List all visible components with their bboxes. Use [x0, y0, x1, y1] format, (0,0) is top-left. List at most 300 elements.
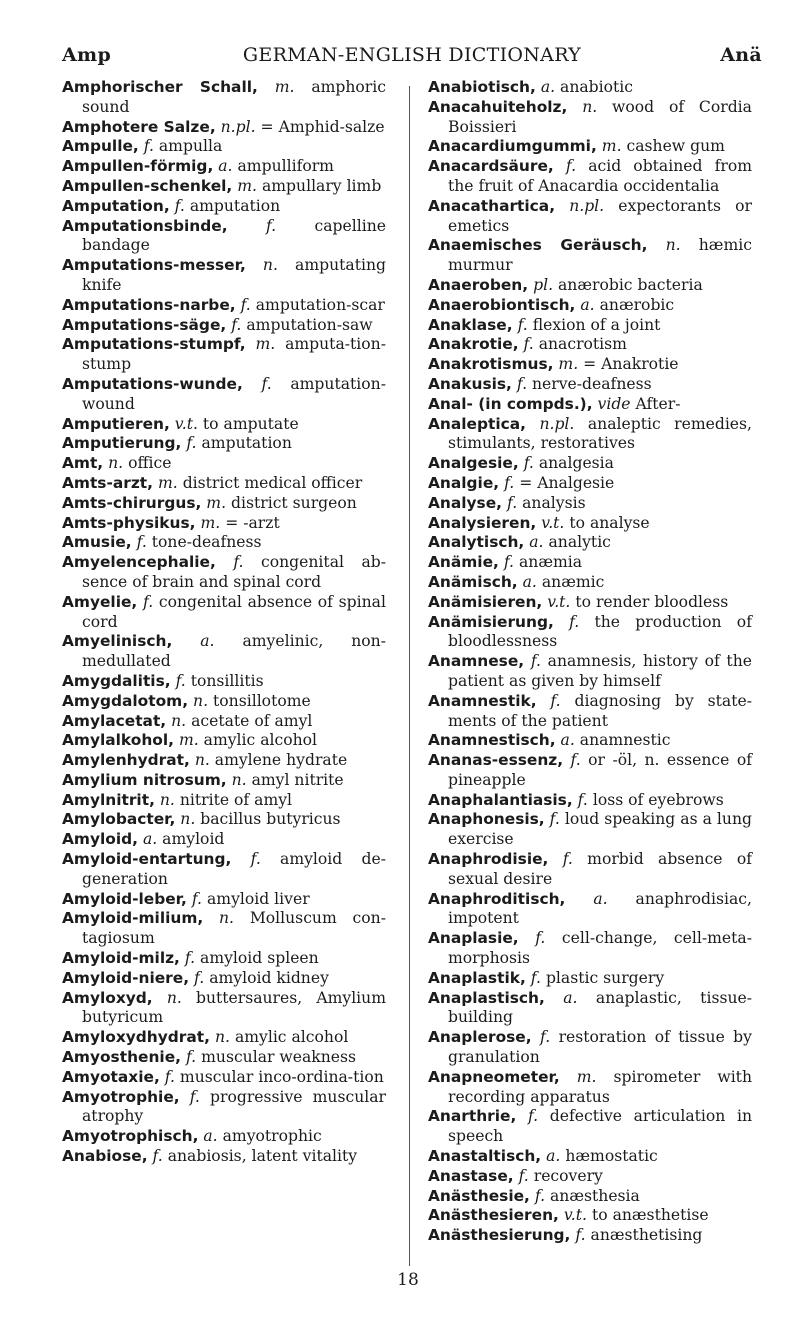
- entry-definition: anæsthetising: [590, 1226, 703, 1245]
- entry-definition: anærobic bacteria: [558, 275, 703, 294]
- dictionary-entry: [62, 692, 386, 712]
- entry-headword: Anaplastik,: [428, 968, 526, 987]
- dictionary-entry: [428, 890, 752, 930]
- entry-grammar: f.: [189, 1087, 200, 1106]
- entry-headword: Amyelinisch,: [62, 632, 173, 651]
- entry-grammar: v.t.: [174, 414, 198, 433]
- entry-headword: Amyloid,: [62, 830, 138, 849]
- entry-grammar: f.: [523, 454, 534, 473]
- dictionary-entry: [428, 1167, 752, 1187]
- dictionary-entry: [428, 791, 752, 811]
- entry-grammar: f.: [231, 315, 242, 334]
- entry-definition: hæmic murmur: [448, 236, 752, 275]
- dictionary-entry: [62, 791, 386, 811]
- entry-grammar: m.: [206, 493, 227, 512]
- entry-definition: amylene hydrate: [214, 751, 348, 770]
- dictionary-entry: [62, 157, 386, 177]
- entry-headword: Amusie,: [62, 533, 132, 552]
- entry-headword: Anaphalantiasis,: [428, 790, 573, 809]
- entry-definition: tonsillitis: [190, 671, 264, 690]
- entry-definition: anæmia: [518, 553, 583, 572]
- dictionary-entry: [428, 692, 752, 732]
- dictionary-entry: [428, 415, 752, 455]
- entry-grammar: n.pl.: [220, 117, 256, 136]
- dictionary-entry: [62, 1028, 386, 1048]
- entry-definition: restoration of tissue by granulation: [448, 1028, 752, 1067]
- dictionary-entry: [428, 573, 752, 593]
- dictionary-entry: [428, 613, 752, 653]
- entry-headword: Anaemisches Geräusch,: [428, 236, 648, 255]
- entry-grammar: f.: [164, 1067, 175, 1086]
- entry-grammar: n.: [194, 751, 210, 770]
- entry-grammar: m.: [255, 335, 276, 354]
- dictionary-entry: [62, 771, 386, 791]
- entry-definition: ampulla: [158, 137, 223, 156]
- dictionary-entry: [62, 197, 386, 217]
- right-column: [428, 78, 752, 1246]
- entry-grammar: f.: [265, 216, 277, 235]
- entry-grammar: f.: [142, 592, 154, 611]
- entry-definition: = Anakrotie: [583, 355, 679, 374]
- dictionary-entry: [62, 256, 386, 296]
- entry-headword: Analgesie,: [428, 454, 519, 473]
- entry-headword: Amts-physikus,: [62, 513, 196, 532]
- dictionary-entry: [428, 1147, 752, 1167]
- entry-definition: acid obtained from the fruit of Anacardia occidentalia: [448, 157, 752, 195]
- entry-definition: amputa-tion-stump: [82, 335, 386, 374]
- entry-headword: Amputations-säge,: [62, 315, 227, 334]
- entry-grammar: f.: [503, 553, 515, 572]
- entry-definition: morbid absence of sexual desire: [448, 850, 752, 888]
- entry-grammar: f.: [534, 1186, 546, 1205]
- entry-grammar: a.: [593, 889, 608, 908]
- entry-definition: to anæsthetise: [591, 1206, 709, 1225]
- entry-definition: or -öl, n. essence of pineapple: [448, 751, 752, 789]
- entry-grammar: n.: [262, 256, 278, 275]
- entry-grammar: m.: [178, 731, 199, 750]
- entry-headword: Amputations-stumpf,: [62, 335, 246, 354]
- entry-headword: Amts-chirurgus,: [62, 493, 202, 512]
- entry-headword: Amyloid-milium,: [62, 909, 204, 928]
- entry-headword: Anal- (in compds.),: [428, 394, 593, 413]
- entry-headword: Anästhesierung,: [428, 1226, 571, 1245]
- entry-headword: Ampullen-schenkel,: [62, 176, 233, 195]
- entry-definition: progressive muscular atrophy: [82, 1087, 386, 1126]
- entry-headword: Amyotaxie,: [62, 1067, 160, 1086]
- dictionary-entry: [428, 1187, 752, 1207]
- entry-headword: Amylium nitrosum,: [62, 770, 227, 789]
- entry-definition: amyelinic, non-medullated: [82, 632, 386, 671]
- entry-definition: amyotrophic: [222, 1127, 322, 1146]
- entry-definition: anaplastic, tissue-building: [448, 988, 752, 1027]
- entry-definition: amyloid de-generation: [82, 850, 386, 888]
- entry-headword: Anamnestik,: [428, 691, 537, 710]
- dictionary-entry: [62, 217, 386, 257]
- entry-headword: Anarthrie,: [428, 1107, 517, 1126]
- entry-definition: = -arzt: [225, 513, 280, 532]
- entry-definition: analeptic remedies, stimulants, restoratives: [448, 414, 752, 453]
- entry-grammar: f.: [562, 850, 573, 869]
- entry-definition: After-: [635, 394, 681, 413]
- dictionary-entry: [428, 810, 752, 850]
- entry-grammar: n.: [582, 97, 598, 116]
- entry-definition: anabiotic: [560, 78, 634, 96]
- entry-grammar: m.: [576, 1067, 597, 1086]
- left-column: [62, 78, 386, 1167]
- dictionary-entry: [428, 929, 752, 969]
- dictionary-entry: [428, 474, 752, 494]
- dictionary-entry: [62, 1088, 386, 1128]
- dictionary-entry: [428, 593, 752, 613]
- entry-definition: amputation: [189, 196, 281, 215]
- entry-grammar: n.pl.: [569, 196, 605, 215]
- entry-headword: Anämisierung,: [428, 612, 554, 631]
- entry-grammar: f.: [194, 968, 205, 987]
- dictionary-entry: [428, 533, 752, 553]
- entry-grammar: f.: [530, 652, 541, 671]
- entry-definition: to amputate: [202, 414, 299, 433]
- entry-headword: Amyloid-entartung,: [62, 850, 232, 869]
- dictionary-entry: [428, 514, 752, 534]
- entry-headword: Ananas-essenz,: [428, 751, 564, 770]
- entry-grammar: f.: [565, 157, 577, 176]
- entry-grammar: a.: [563, 988, 578, 1007]
- dictionary-entry: [62, 632, 386, 672]
- dictionary-entry: [62, 118, 386, 138]
- dictionary-entry: [62, 78, 386, 118]
- entry-grammar: f.: [240, 295, 251, 314]
- entry-definition: defective articulation in speech: [448, 1107, 752, 1146]
- dictionary-entry: [428, 197, 752, 237]
- entry-grammar: m.: [274, 78, 295, 96]
- entry-headword: Anaerobiontisch,: [428, 295, 576, 314]
- entry-grammar: f.: [516, 374, 528, 393]
- dictionary-entry: [428, 553, 752, 573]
- dictionary-entry: [428, 850, 752, 890]
- dictionary-entry: [428, 98, 752, 138]
- header-first-word: Amp: [62, 44, 112, 66]
- entry-definition: cashew gum: [626, 137, 725, 156]
- entry-headword: Anakrotie,: [428, 335, 519, 354]
- entry-definition: buttersaures, Amylium butyricum: [82, 988, 386, 1027]
- dictionary-entry: [62, 593, 386, 633]
- entry-definition: capelline bandage: [82, 216, 386, 255]
- dictionary-entry: [428, 296, 752, 316]
- dictionary-entry: [428, 494, 752, 514]
- dictionary-entry: [62, 890, 386, 910]
- entry-definition: congenital absence of spinal cord: [82, 592, 386, 631]
- entry-headword: Anaphroditisch,: [428, 889, 566, 908]
- entry-grammar: f.: [523, 335, 534, 354]
- entry-grammar: n.: [171, 711, 187, 730]
- dictionary-entry: [428, 355, 752, 375]
- entry-headword: Anaphrodisie,: [428, 850, 549, 869]
- entry-headword: Anakrotismus,: [428, 355, 554, 374]
- entry-headword: Amyelie,: [62, 592, 138, 611]
- entry-definition: to render bloodless: [575, 592, 729, 611]
- entry-definition: Molluscum con-tagiosum: [82, 909, 386, 948]
- page-number: 18: [397, 1270, 419, 1290]
- entry-definition: district surgeon: [231, 493, 357, 512]
- entry-grammar: m.: [558, 355, 579, 374]
- entry-headword: Anakusis,: [428, 374, 512, 393]
- entry-headword: Anaklase,: [428, 315, 513, 334]
- entry-definition: anabiosis, latent vitality: [167, 1147, 358, 1166]
- dictionary-entry: [62, 137, 386, 157]
- entry-headword: Amylnitrit,: [62, 790, 155, 809]
- entry-grammar: f.: [143, 137, 154, 156]
- entry-grammar: a.: [142, 830, 158, 849]
- entry-definition: plastic surgery: [545, 968, 665, 987]
- entry-headword: Anaphonesis,: [428, 810, 545, 829]
- entry-grammar: f.: [250, 850, 261, 869]
- entry-headword: Anacathartica,: [428, 196, 556, 215]
- entry-grammar: f.: [517, 315, 528, 334]
- entry-definition: nitrite of amyl: [179, 790, 293, 809]
- dictionary-entry: [62, 474, 386, 494]
- header-last-word: Anä: [720, 44, 762, 66]
- entry-grammar: m.: [601, 137, 622, 156]
- entry-definition: expectorants or emetics: [448, 196, 752, 235]
- dictionary-entry: [62, 1048, 386, 1068]
- entry-grammar: n.pl.: [539, 414, 575, 433]
- entry-headword: Anaplasie,: [428, 929, 519, 948]
- dictionary-entry: [428, 1028, 752, 1068]
- entry-definition: amyl nitrite: [251, 770, 344, 789]
- entry-grammar: a.: [546, 1147, 561, 1166]
- entry-headword: Amt,: [62, 454, 104, 473]
- entry-definition: amylic alcohol: [234, 1028, 349, 1047]
- dictionary-entry: [62, 1127, 386, 1147]
- entry-definition: amyloid liver: [206, 889, 310, 908]
- entry-definition: amputation-wound: [82, 374, 386, 413]
- dictionary-entry: [428, 375, 752, 395]
- entry-definition: ampullary limb: [261, 176, 382, 195]
- entry-headword: Anastaltisch,: [428, 1147, 542, 1166]
- entry-definition: muscular inco-ordina-tion: [179, 1067, 384, 1086]
- entry-grammar: f.: [506, 493, 518, 512]
- entry-grammar: n.: [231, 770, 247, 789]
- entry-grammar: f.: [175, 671, 186, 690]
- dictionary-entry: [428, 335, 752, 355]
- dictionary-entry: [62, 830, 386, 850]
- dictionary-entry: [428, 969, 752, 989]
- entry-headword: Anamnese,: [428, 652, 525, 671]
- dictionary-entry: [62, 712, 386, 732]
- entry-grammar: pl.: [533, 275, 554, 294]
- entry-definition: loss of eyebrows: [592, 790, 724, 809]
- dictionary-entry: [62, 731, 386, 751]
- entry-definition: anamnesis, history of the patient as given by himself: [448, 652, 752, 690]
- entry-definition: district medical officer: [182, 473, 363, 492]
- entry-headword: Amylalkohol,: [62, 731, 174, 750]
- entry-definition: = Amphid-salze: [260, 117, 385, 136]
- dictionary-entry: [62, 751, 386, 771]
- entry-headword: Anämisieren,: [428, 592, 543, 611]
- entry-definition: diagnosing by state-ments of the patient: [448, 691, 752, 730]
- dictionary-entry: [428, 989, 752, 1029]
- entry-headword: Amputation,: [62, 196, 170, 215]
- dictionary-entry: [428, 1107, 752, 1147]
- entry-grammar: f.: [577, 790, 588, 809]
- entry-headword: Amygdalotom,: [62, 691, 189, 710]
- entry-grammar: f.: [530, 968, 541, 987]
- dictionary-entry: [428, 1226, 752, 1246]
- dictionary-entry: [62, 810, 386, 830]
- dictionary-entry: [62, 316, 386, 336]
- entry-headword: Analyse,: [428, 493, 503, 512]
- dictionary-entry: [62, 514, 386, 534]
- entry-definition: office: [128, 454, 172, 473]
- entry-grammar: f.: [152, 1147, 163, 1166]
- entry-headword: Amyosthenie,: [62, 1048, 181, 1067]
- entry-definition: amputation-scar: [255, 295, 385, 314]
- entry-grammar: a.: [522, 572, 537, 591]
- dictionary-entry: [428, 316, 752, 336]
- entry-headword: Anästhesie,: [428, 1186, 530, 1205]
- entry-headword: Anacardsäure,: [428, 157, 554, 176]
- dictionary-entry: [62, 177, 386, 197]
- entry-headword: Anabiose,: [62, 1147, 148, 1166]
- entry-definition: bacillus butyricus: [200, 810, 341, 829]
- dictionary-entry: [62, 533, 386, 553]
- entry-grammar: f.: [570, 751, 581, 770]
- entry-definition: anæsthesia: [550, 1186, 640, 1205]
- entry-definition: anærobic: [599, 295, 675, 314]
- entry-headword: Amyloid-milz,: [62, 949, 180, 968]
- dictionary-entry: [62, 850, 386, 890]
- dictionary-entry: [428, 1068, 752, 1108]
- entry-headword: Amylenhydrat,: [62, 751, 190, 770]
- dictionary-entry: [62, 296, 386, 316]
- dictionary-entry: [428, 1206, 752, 1226]
- entry-headword: Amyelencephalie,: [62, 553, 216, 572]
- entry-headword: Ampulle,: [62, 137, 139, 156]
- entry-grammar: n.: [166, 988, 182, 1007]
- dictionary-entry: [62, 494, 386, 514]
- dictionary-entry: [428, 276, 752, 296]
- entry-headword: Anaplastisch,: [428, 988, 545, 1007]
- entry-definition: anacrotism: [538, 335, 627, 354]
- entry-grammar: a.: [529, 533, 544, 552]
- entry-definition: analytic: [548, 533, 611, 552]
- entry-grammar: v.t.: [547, 592, 571, 611]
- dictionary-entry: [62, 454, 386, 474]
- entry-grammar: f.: [184, 949, 196, 968]
- entry-grammar: f.: [527, 1107, 539, 1126]
- entry-grammar: a.: [580, 295, 595, 314]
- entry-definition: amputating knife: [82, 256, 386, 294]
- entry-headword: Amts-arzt,: [62, 473, 153, 492]
- entry-headword: Anamnestisch,: [428, 731, 556, 750]
- entry-definition: tone-deafness: [151, 533, 262, 552]
- entry-grammar: f.: [518, 1166, 529, 1185]
- entry-headword: Amputations-messer,: [62, 256, 246, 275]
- entry-headword: Amputations-wunde,: [62, 374, 243, 393]
- entry-headword: Amyloid-leber,: [62, 889, 187, 908]
- entry-definition: anaphrodisiac, impotent: [448, 889, 752, 928]
- header-title: GERMAN-ENGLISH DICTIONARY: [242, 44, 582, 66]
- entry-grammar: vide: [597, 394, 631, 413]
- entry-headword: Analysieren,: [428, 513, 537, 532]
- dictionary-entry: [428, 731, 752, 751]
- entry-headword: Amphotere Salze,: [62, 117, 216, 136]
- entry-headword: Analgie,: [428, 473, 500, 492]
- entry-headword: Amputierung,: [62, 434, 182, 453]
- entry-headword: Anaeroben,: [428, 275, 529, 294]
- entry-headword: Amylobacter,: [62, 810, 176, 829]
- dictionary-entry: [62, 672, 386, 692]
- entry-headword: Anastase,: [428, 1166, 514, 1185]
- entry-grammar: f.: [186, 434, 197, 453]
- entry-definition: amputation: [201, 434, 292, 453]
- entry-definition: anæmic: [541, 572, 605, 591]
- entry-headword: Amyotrophie,: [62, 1087, 180, 1106]
- dictionary-entry: [428, 652, 752, 692]
- entry-headword: Amputationsbinde,: [62, 216, 228, 235]
- entry-grammar: a.: [203, 1127, 218, 1146]
- entry-headword: Anabiotisch,: [428, 78, 536, 96]
- entry-headword: Anacardiumgummi,: [428, 137, 597, 156]
- entry-grammar: f.: [185, 1048, 197, 1067]
- entry-grammar: n.: [193, 691, 209, 710]
- entry-definition: anamnestic: [579, 731, 671, 750]
- entry-grammar: n.: [180, 810, 196, 829]
- entry-definition: amyloid: [162, 830, 225, 849]
- entry-headword: Anacahuiteholz,: [428, 97, 568, 116]
- entry-definition: amyloid kidney: [209, 968, 329, 987]
- entry-grammar: f.: [569, 612, 580, 631]
- entry-definition: to analyse: [569, 513, 650, 532]
- entry-grammar: n.: [108, 454, 124, 473]
- entry-headword: Amyloxyd,: [62, 988, 153, 1007]
- entry-headword: Anämisch,: [428, 572, 518, 591]
- entry-grammar: f.: [174, 196, 185, 215]
- entry-definition: wood of Cordia Boissieri: [448, 97, 752, 136]
- dictionary-entry: [428, 751, 752, 791]
- entry-grammar: f.: [550, 691, 561, 710]
- entry-headword: Ampullen-förmig,: [62, 157, 214, 176]
- entry-headword: Amyloid-niere,: [62, 968, 190, 987]
- entry-grammar: n.: [665, 236, 681, 255]
- entry-definition: the production of bloodlessness: [448, 612, 752, 651]
- entry-definition: amputation-saw: [246, 315, 373, 334]
- entry-definition: ampulliform: [237, 157, 334, 176]
- entry-headword: Anästhesieren,: [428, 1206, 559, 1225]
- dictionary-entry: [428, 454, 752, 474]
- entry-definition: = Analgesie: [519, 473, 615, 492]
- entry-definition: amphoric sound: [82, 78, 386, 116]
- entry-grammar: n.: [159, 790, 175, 809]
- dictionary-entry: [62, 1147, 386, 1167]
- entry-grammar: f.: [549, 810, 560, 829]
- entry-definition: analysis: [522, 493, 586, 512]
- entry-grammar: m.: [200, 513, 221, 532]
- dictionary-entry: [428, 157, 752, 197]
- entry-headword: Amygdalitis,: [62, 671, 171, 690]
- entry-grammar: n.: [219, 909, 235, 928]
- entry-headword: Amylacetat,: [62, 711, 167, 730]
- entry-definition: cell-change, cell-meta-morphosis: [448, 929, 752, 968]
- entry-grammar: f.: [136, 533, 147, 552]
- entry-definition: spirometer with recording apparatus: [448, 1067, 752, 1106]
- entry-headword: Amyotrophisch,: [62, 1127, 199, 1146]
- entry-headword: Amphorischer Schall,: [62, 78, 258, 96]
- dictionary-entry: [428, 78, 752, 98]
- entry-grammar: v.t.: [541, 513, 565, 532]
- entry-definition: flexion of a joint: [532, 315, 661, 334]
- entry-headword: Analeptica,: [428, 414, 526, 433]
